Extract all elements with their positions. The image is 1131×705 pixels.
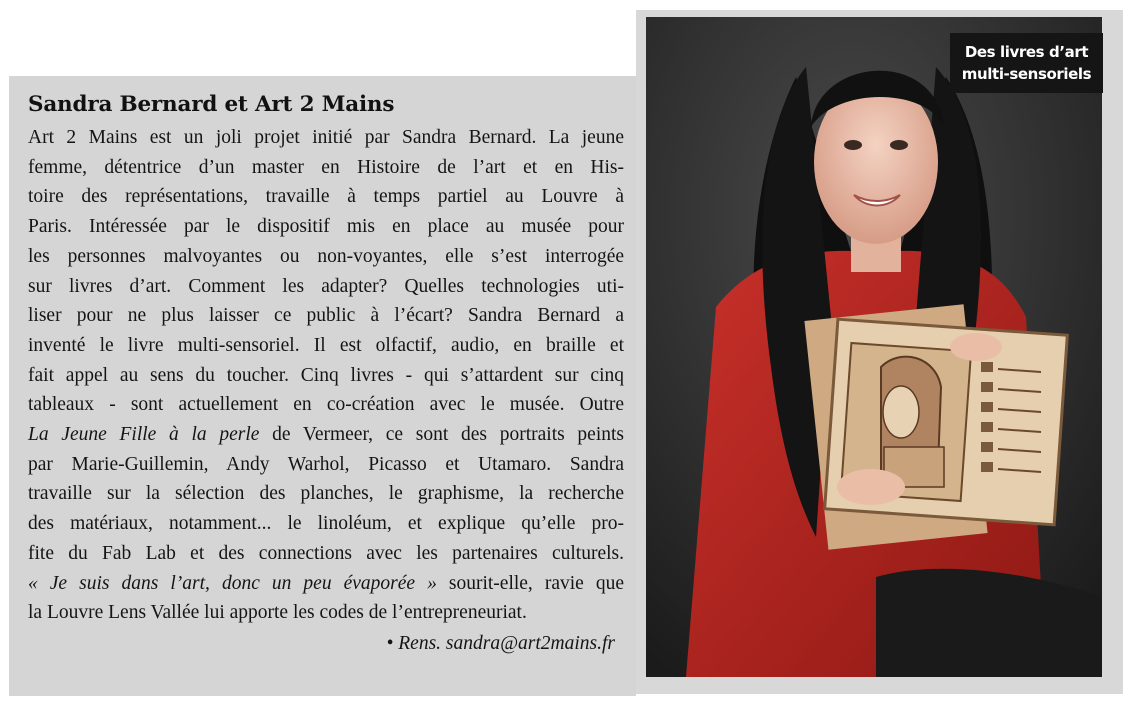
article-box [9, 76, 636, 696]
article-line: par Marie-Guillemin, Andy Warhol, Picasso et Utamaro. Sandra [28, 453, 624, 475]
quote-text: « Je suis dans l’art, donc un peu évaporée » [28, 572, 437, 594]
article-line: sur livres d’art. Comment les adapter? Quelles technologies uti- [28, 275, 624, 297]
article-line: tableaux - sont actuellement en co-création avec le musée. Outre [28, 394, 624, 416]
article-line: fite du Fab Lab et des connections avec les partenaires culturels. [28, 542, 624, 564]
article-body [28, 123, 624, 659]
article-line: fait appel au sens du toucher. Cinq livres - qui s’attardent sur cinq [28, 364, 624, 386]
article-line: travaille sur la sélection des planches, le graphisme, la recherche [28, 483, 624, 505]
caption-line: multi-sensoriels [961, 65, 1092, 83]
portrait-illustration [646, 17, 1102, 677]
article-line: liser pour ne plus laisser ce public à l’écart? Sandra Bernard a [28, 305, 624, 327]
article-title: Sandra Bernard et Art 2 Mains [28, 92, 395, 117]
portrait-photo [646, 17, 1102, 677]
article-line: femme, détentrice d’un master en Histoire de l’art et en His- [28, 156, 624, 178]
photo-caption [950, 33, 1103, 93]
article-line: inventé le livre multi-sensoriel. Il est olfactif, audio, en braille et [28, 334, 624, 356]
article-line: Art 2 Mains est un joli projet initié par Sandra Bernard. La jeune [28, 127, 624, 148]
article-line: des matériaux, notamment... le linoléum, et explique qu’elle pro- [28, 513, 624, 535]
artwork-line-rest: de Vermeer, ce sont des portraits peints [259, 424, 624, 446]
article-line: toire des représentations, travaille à temps partiel au Louvre à [28, 186, 624, 208]
article-line: Paris. Intéressée par le dispositif mis en place au musée pour [28, 216, 624, 238]
article-line-quote [28, 569, 624, 599]
article-line-artwork [28, 420, 624, 450]
article-line: la Louvre Lens Vallée lui apporte les codes de l’entrepreneuriat. [28, 602, 527, 624]
quote-rest: sourit-elle, ravie que [436, 572, 624, 594]
article-line: les personnes malvoyantes ou non-voyantes, elle s’est interrogée [28, 245, 624, 267]
caption-line: Des livres d’art [964, 43, 1089, 61]
artwork-title: La Jeune Fille à la perle [28, 424, 260, 446]
contact-email: • Rens. sandra@art2mains.fr [386, 632, 615, 654]
